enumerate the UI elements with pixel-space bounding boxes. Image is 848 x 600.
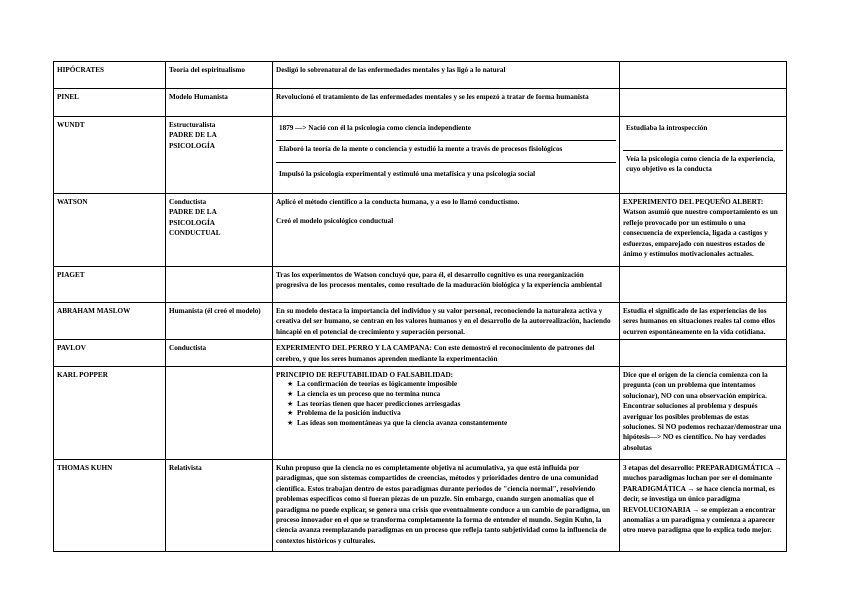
author-cell: KARL POPPER	[54, 367, 166, 460]
author-cell: WATSON	[54, 194, 166, 267]
theory-line: PADRE DE LA	[169, 131, 217, 140]
contribution-part: Elaboró la teoría de la mente o conciencia y estudió la mente a través de procesos fisiológicos	[276, 140, 616, 162]
contribution-cell: Tras los experimentos de Watson concluyó que, para él, el desarrollo cognitivo es una reorganización progresiva de los procesos mentales, como resultado de la maduración biológica y la experiencia ambiental	[273, 267, 620, 303]
author-cell: WUNDT	[54, 117, 166, 194]
table-row	[54, 367, 787, 460]
theory-line: Estructuralista	[169, 121, 216, 129]
contribution-part: Impulsó la psicología experimental y estimuló una metafísica y una psicología social	[276, 162, 616, 191]
theory-line: PADRE DE LA	[169, 208, 217, 217]
table-row	[54, 303, 787, 340]
contribution-cell	[273, 117, 620, 194]
contribution-paragraph: Creó el modelo psicológico conductual	[276, 217, 394, 226]
theory-cell	[166, 117, 273, 194]
theory-cell: Relativista	[166, 460, 273, 552]
table-row	[54, 194, 787, 267]
notes-body: Watson asumió que nuestro comportamiento es un reflejo provocado por un estímulo o una consecuencia de experiencia, ligada a castigos y esfuerzos, emparejado con nuestros estados de ánimo y estímulos motivacionales actuales.	[623, 208, 778, 259]
star-icon: ★	[287, 399, 294, 408]
theory-cell	[166, 267, 273, 303]
list-item: ★ La confirmación de teorías es lógicamente imposible	[287, 380, 458, 389]
list-item: ★ Las ideas son momentáneas ya que la ciencia avanza constantemente	[287, 418, 508, 427]
notes-cell: Dice que el origen de la ciencia comienza con la pregunta (con un problema que intentamos solucionar), NO con una observación empírica. Encontrar soluciones al problema y después averiguar los posibles problemas de estas soluciones. Si NO podemos rechazar/demostrar una hipótesis—> NO es científico. No hay verdades absolutas	[620, 367, 787, 460]
contribution-cell	[273, 367, 620, 460]
contribution-cell: Desligó lo sobrenatural de las enfermedades mentales y las ligó a lo natural	[273, 62, 620, 89]
star-icon: ★	[287, 390, 294, 399]
table-row	[54, 267, 787, 303]
contribution-cell	[273, 194, 620, 267]
theory-cell	[166, 367, 273, 460]
notes-part: Estudiaba la introspección	[626, 124, 708, 132]
table-row	[54, 460, 787, 552]
author-cell: PINEL	[54, 89, 166, 117]
notes-cell	[620, 117, 787, 194]
contribution-cell: EXPERIMENTO DEL PERRO Y LA CAMPANA: Con este demostró el reconocimiento de patrones del cerebro, y que los seres humanos aprenden mediante la experimentación	[273, 340, 620, 367]
theory-cell: Modelo Humanista	[166, 89, 273, 117]
contribution-cell: En su modelo destaca la importancia del individuo y su valor personal, reconociendo la naturaleza activa y creativa del ser humano, se centran en los valores humanos y en el desarrollo de la autorrealización, haciendo hincapié en el potencial de crecimiento y superación personal.	[273, 303, 620, 340]
table-row	[54, 62, 787, 89]
list-item: ★ La ciencia es un proceso que no termina nunca	[287, 390, 441, 399]
author-cell: THOMAS KUHN	[54, 460, 166, 552]
notes-cell: 3 etapas del desarrollo: PREPARADIGMÁTICA → muchos paradigmas luchan por ser el dominante PARADIGMÁTICA → se hace ciencia normal, es decir, se investiga un único paradigma REVOLUCIONARIA → se empiezan a encontrar anomalías a un paradigma y comienza a aparecer otro nuevo paradigma que lo explica todo mejor.	[620, 460, 787, 552]
theory-line: PSICOLOGÍA	[169, 218, 215, 227]
table-row	[54, 89, 787, 117]
author-cell: ABRAHAM MASLOW	[54, 303, 166, 340]
contribution-paragraph: Aplicó el método científico a la conducta humana, y a eso lo llamó conductismo.	[276, 198, 520, 206]
notes-cell: Estudia el significado de las experiencias de los seres humanos en situaciones reales tal como ellos ocurren espontáneamente en la vida cotidiana.	[620, 303, 787, 340]
notes-cell	[620, 62, 787, 89]
theory-line: PSICOLOGÍA	[169, 141, 215, 150]
notes-cell	[620, 194, 787, 267]
bullet-list	[276, 380, 616, 428]
contribution-title: PRINCIPIO DE REFUTABILIDAD O FALSABILIDAD:	[276, 371, 454, 380]
list-item: ★ Las teorías tienen que hacer predicciones arriesgadas	[287, 399, 461, 408]
star-icon: ★	[287, 418, 294, 427]
table-row	[54, 340, 787, 367]
contribution-cell: Kuhn propuso que la ciencia no es completamente objetiva ni acumulativa, ya que está influida por paradigmas, que son sistemas compartidos de creencias, métodos y prioridades dentro de una comunidad científica. Estos trabajan dentro de estos paradigmas durante periodos de "ciencia normal", resolviendo problemas específicos como si fueran piezas de un puzzle. Sin embargo, cuando surgen anomalías que el paradigma no puede explicar, se genera una crisis que eventualmente conduce a un cambio de paradigma, un proceso innovador en el que se transforma completamente la forma de entender el mundo. Según Kuhn, la ciencia avanza reemplazando paradigmas en un proceso que refleja tanto subjetividad como la influencia de contextos históricos y culturales.	[273, 460, 620, 552]
author-cell: HIPÓCRATES	[54, 62, 166, 89]
notes-cell	[620, 340, 787, 367]
contribution-part: 1879 —> Nació con él la psicología como ciencia independiente	[279, 124, 471, 132]
theory-cell: Teoría del espiritualismo	[166, 62, 273, 89]
theory-cell: Humanista (él creó el modelo)	[166, 303, 273, 340]
table-row	[54, 117, 787, 194]
star-icon: ★	[287, 409, 294, 418]
theory-cell: Conductista	[166, 340, 273, 367]
theory-line: Conductista	[169, 198, 207, 206]
theory-cell	[166, 194, 273, 267]
notes-part: Veía la psicología como ciencia de la experiencia, cuyo objetivo es la conducta	[623, 150, 783, 186]
notes-cell	[620, 267, 787, 303]
notes-cell	[620, 89, 787, 117]
contribution-cell: Revolucionó el tratamiento de las enfermedades mentales y se les empezó a tratar de forma humanista	[273, 89, 620, 117]
star-icon: ★	[287, 380, 294, 389]
author-cell: PAVLOV	[54, 340, 166, 367]
theory-line: CONDUCTUAL	[169, 229, 221, 238]
list-item: ★ Problema de la posición inductiva	[287, 409, 401, 418]
notes-title: EXPERIMENTO DEL PEQUEÑO ALBERT:	[623, 198, 764, 206]
authors-table	[53, 61, 787, 552]
author-cell: PIAGET	[54, 267, 166, 303]
